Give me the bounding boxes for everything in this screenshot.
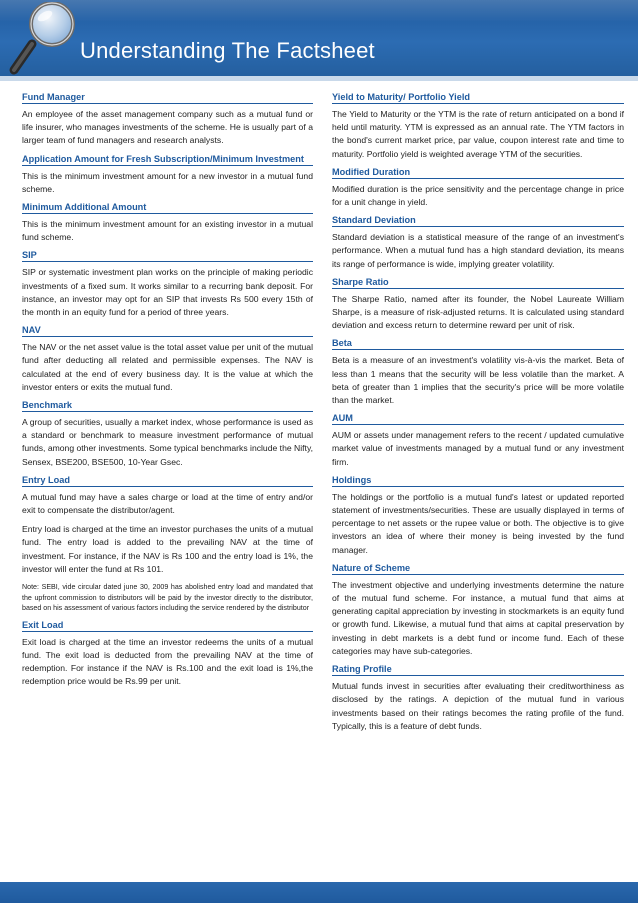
section-heading: Holdings [332, 475, 624, 487]
section-modified-duration [332, 167, 624, 209]
section-note: Note: SEBI, vide circular dated june 30, 2009 has abolished entry load and mandated that the upfront commission to distributors will be paid by the investor directly to the distributor, based on his assessment of various factors including the service rendered by the distributor [22, 583, 313, 613]
section-nav [22, 325, 313, 394]
section-heading: Modified Duration [332, 167, 624, 179]
section-fund-manager [22, 92, 313, 148]
section-aum [332, 413, 624, 469]
section-paragraph: The Sharpe Ratio, named after its founder, the Nobel Laureate William Sharpe, is a measure of risk-adjusted returns. It is calculated using standard deviation and excess return to determine reward per unit of risk. [332, 293, 624, 331]
section-benchmark [22, 400, 313, 469]
section-paragraph: SIP or systematic investment plan works on the principle of making periodic investments of a fixed sum. It works similar to a recurring bank deposit. For instance, an investor may opt for an SIP that invests Rs 500 every 15th of the month in an equity fund for a period of three years. [22, 267, 313, 318]
section-yield-to-maturity-portfolio-yield [332, 92, 624, 161]
section-rating-profile [332, 664, 624, 733]
left-column [22, 92, 313, 695]
section-exit-load [22, 620, 313, 689]
section-heading: Benchmark [22, 400, 313, 412]
section-holdings [332, 475, 624, 557]
section-heading: Beta [332, 338, 624, 350]
section-application-amount-for-fresh-subscription-minimum-investment [22, 154, 313, 196]
section-minimum-additional-amount [22, 202, 313, 244]
section-heading: Sharpe Ratio [332, 277, 624, 289]
section-paragraph: Modified duration is the price sensitivity and the percentage change in price for a unit change in yield. [332, 183, 624, 208]
section-heading: Nature of Scheme [332, 563, 624, 575]
section-paragraph: The Yield to Maturity or the YTM is the rate of return anticipated on a bond if held until maturity. YTM is expressed as an annual rate. The YTM factors in the bond's current market price, par value, coupon interest rate and time to maturity. Portfolio yield is weighted average YTM of the securities. [332, 109, 624, 159]
section-heading: SIP [22, 250, 313, 262]
section-paragraph: A mutual fund may have a sales charge or load at the time of entry and/or exit to compensate the distributor/agent. [22, 491, 313, 516]
section-heading: Standard Deviation [332, 215, 624, 227]
section-paragraph: AUM or assets under management refers to the recent / updated cumulative market value of investments managed by a mutual fund or any investment firm. [332, 430, 624, 467]
section-entry-load [22, 475, 313, 614]
magnifier-icon [4, 2, 84, 78]
section-heading: Application Amount for Fresh Subscription/Minimum Investment [22, 154, 313, 166]
section-paragraph: Mutual funds invest in securities after evaluating their creditworthiness as disclosed by the ratings. A depiction of the mutual fund in various investments based on their ratings becomes the rating profile of the fund. Typically, this is a feature of debt funds. [332, 681, 624, 731]
footer-bar [0, 882, 638, 903]
section-paragraph: This is the minimum investment amount for an existing investor in a mutual fund scheme. [22, 219, 313, 243]
header-rule [0, 76, 638, 81]
section-paragraph: Beta is a measure of an investment's volatility vis-à-vis the market. Beta of less than 1 means that the security will be less volatile than the market. A beta of greater than 1 implies that the security's price will be more volatile than the market. [332, 355, 624, 406]
section-paragraph: The investment objective and underlying investments determine the nature of the mutual fund scheme. For instance, a mutual fund that aims at generating capital appreciation by investing in stockmarkets is an equity fund or growth fund. Likewise, a mutual fund that aims at capital preservation by investing in debt markets is a debt fund or income fund. Each of these categories may have sub-categories. [332, 579, 624, 656]
section-paragraph: The NAV or the net asset value is the total asset value per unit of the mutual fund after deducting all related and permissible expenses. The NAV is calculated at the end of every business day. It is the value at which the investor enters or exits the mutual fund. [22, 342, 313, 392]
section-beta [332, 338, 624, 407]
section-paragraph: This is the minimum investment amount for a new investor in a mutual fund scheme. [22, 170, 313, 194]
section-heading: Yield to Maturity/ Portfolio Yield [332, 92, 624, 104]
section-heading: NAV [22, 325, 313, 337]
section-paragraph: The holdings or the portfolio is a mutual fund's latest or updated reported statement of investments/securities. These are usually displayed in terms of percentage to net assets or the rupee value or both. The objective is to give investors an idea of where their money is being invested by the fund manager. [332, 491, 624, 555]
section-heading: Rating Profile [332, 664, 624, 676]
page-title: Understanding The Factsheet [80, 38, 375, 63]
section-standard-deviation [332, 215, 624, 271]
section-paragraph: An employee of the asset management company such as a mutual fund or life insurer, who manages investments of the scheme. He is usually part of a larger team of fund managers and research analysts. [22, 109, 313, 146]
section-paragraph: Standard deviation is a statistical measure of the range of an investment's performance. When a mutual fund has a high standard deviation, its means its range of performance is wide, implying greater volatility. [332, 232, 624, 269]
header-shine [0, 0, 638, 22]
section-sip [22, 250, 313, 319]
section-paragraph: A group of securities, usually a market index, whose performance is used as a standard or benchmark to measure investment performance of mutual funds, among other investments. Some typical benchmarks include the Nifty, Sensex, BSE200, BSE500, 10-Year Gsec. [22, 417, 313, 467]
section-heading: Exit Load [22, 620, 313, 632]
section-paragraph: Entry load is charged at the time an investor purchases the units of a mutual fund. The entry load is added to the prevailing NAV at the time of investment. For instance, if the NAV is Rs 100 and the entry load is 1%, the investor will enter the fund at Rs 101. [22, 524, 313, 574]
right-column [332, 92, 624, 739]
section-heading: AUM [332, 413, 624, 425]
section-heading: Entry Load [22, 475, 313, 487]
section-sharpe-ratio [332, 277, 624, 333]
section-paragraph: Exit load is charged at the time an investor redeems the units of a mutual fund. The exit load is deducted from the prevailing NAV at the time of redemption. For instance if the NAV is Rs.100 and the exit load is 1%,the redemption price would be Rs.99 per unit. [22, 636, 313, 687]
section-heading: Minimum Additional Amount [22, 202, 313, 214]
section-nature-of-scheme [332, 563, 624, 658]
section-heading: Fund Manager [22, 92, 313, 104]
